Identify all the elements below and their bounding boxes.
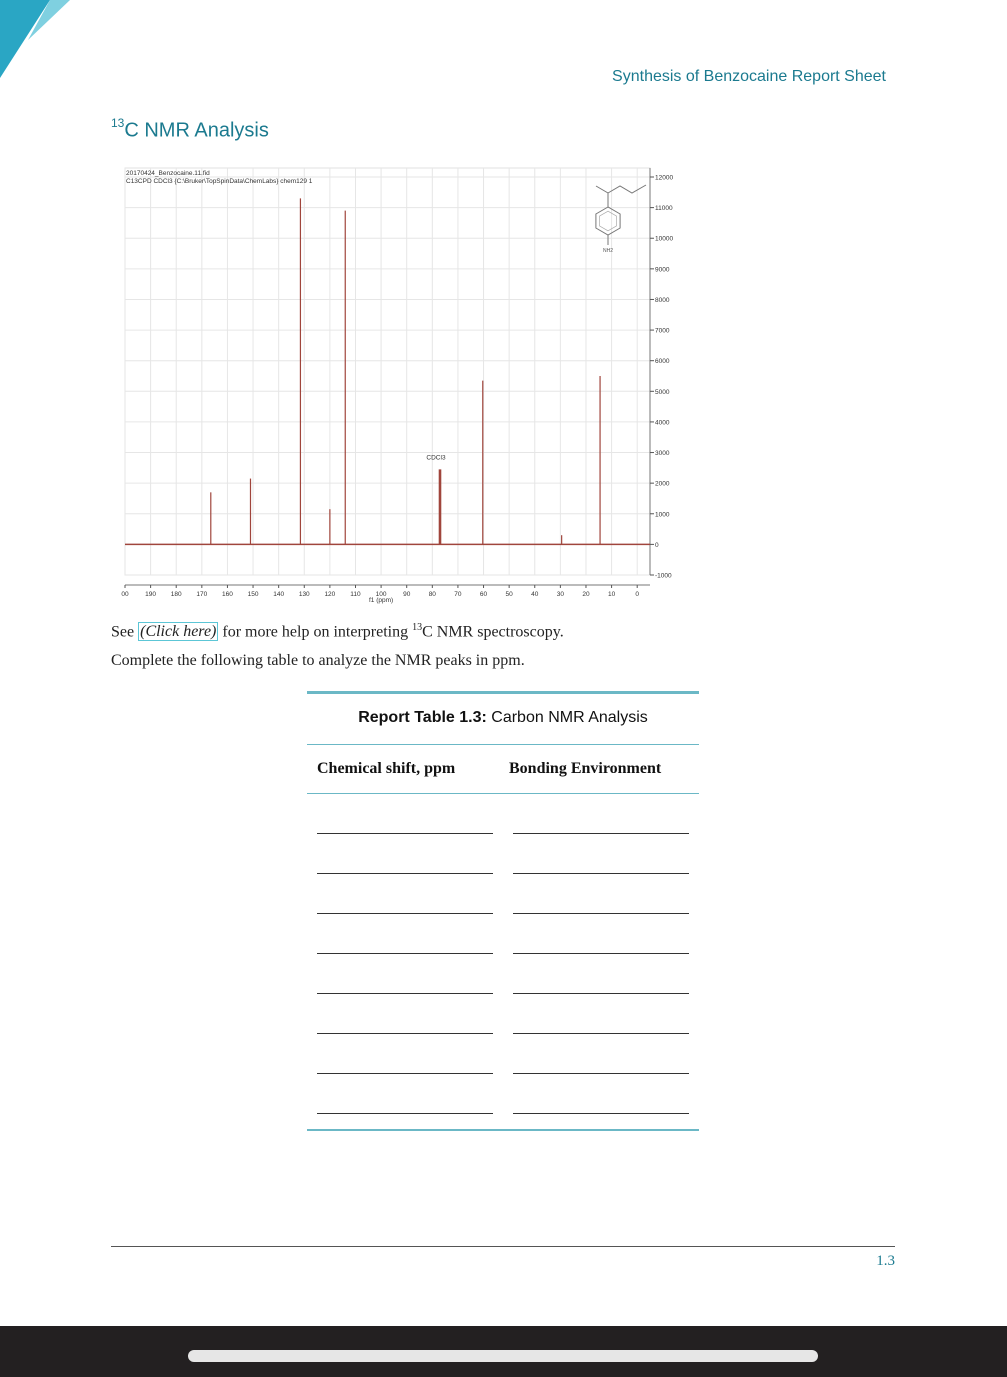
- x-tick-label: 00: [121, 591, 129, 598]
- y-tick-label: 11000: [655, 205, 673, 213]
- x-tick-label: 190: [145, 591, 157, 598]
- x-tick-label: 100: [375, 591, 387, 598]
- y-tick-label: 6000: [655, 358, 670, 366]
- x-tick-label: 10: [607, 591, 616, 598]
- table-bottom-rule: [307, 1129, 699, 1131]
- y-tick-label: 12000: [655, 174, 674, 182]
- section-title-text: C NMR Analysis: [124, 119, 269, 142]
- page-number: 1.3: [876, 1253, 895, 1269]
- help-superscript: 13: [412, 622, 423, 633]
- x-tick-label: 90: [403, 591, 411, 598]
- y-tick-label: 10000: [655, 235, 674, 243]
- y-tick-label: 4000: [655, 419, 670, 427]
- table-body: [307, 794, 699, 1114]
- y-tick-label: 0: [655, 541, 659, 549]
- table-caption-text: Carbon NMR Analysis: [486, 709, 648, 726]
- y-tick-label: 1000: [655, 511, 670, 519]
- x-tick-label: 50: [505, 591, 513, 598]
- x-tick-label: 30: [556, 591, 564, 598]
- x-tick-label: 110: [350, 591, 361, 598]
- x-tick-label: 80: [428, 591, 436, 598]
- x-axis-label: f1 (ppm): [368, 597, 394, 604]
- table-row: [307, 1034, 699, 1074]
- instruction-text: Complete the following table to analyze the NMR peaks in ppm.: [111, 652, 525, 669]
- section-title: [111, 118, 269, 143]
- column-header-chemical-shift: Chemical shift, ppm: [317, 760, 456, 777]
- peak-label: CDCl3: [426, 454, 446, 462]
- table-caption: [307, 694, 699, 745]
- horizontal-scrollbar[interactable]: [188, 1350, 818, 1362]
- section-title-superscript: 13: [111, 116, 125, 130]
- x-tick-label: 120: [324, 591, 336, 598]
- y-tick-label: 8000: [655, 296, 670, 304]
- chemical-shift-blank[interactable]: [317, 1113, 493, 1114]
- x-tick-label: 0: [635, 591, 640, 598]
- table-row: [307, 794, 699, 834]
- x-tick-label: 40: [531, 591, 539, 598]
- table-row: [307, 874, 699, 914]
- table-row: [307, 914, 699, 954]
- y-tick-label: 2000: [655, 480, 670, 488]
- help-suffix-a: for more help on interpreting: [218, 623, 413, 641]
- corner-decoration: [0, 0, 80, 80]
- x-tick-label: 20: [582, 591, 590, 598]
- x-tick-label: 150: [247, 591, 259, 598]
- y-tick-label: 9000: [655, 266, 670, 274]
- footer-rule: [111, 1246, 895, 1247]
- nmr-spectrum-figure: [118, 165, 682, 605]
- help-prefix: See: [111, 623, 139, 641]
- chart-title-line2: C13CPD CDCl3 {C:\Bruker\TopSpinData\ChemLabs} chem129 1: [126, 178, 313, 185]
- column-header-bonding-environment: Bonding Environment: [509, 760, 662, 777]
- y-tick-label: -1000: [655, 572, 672, 580]
- y-tick-label: 5000: [655, 388, 670, 396]
- x-tick-label: 70: [454, 591, 462, 598]
- report-table: [307, 691, 699, 1131]
- bonding-environment-blank[interactable]: [513, 1113, 689, 1114]
- amine-label: NH2: [602, 248, 614, 254]
- x-tick-label: 160: [222, 591, 233, 598]
- table-row: [307, 994, 699, 1034]
- x-tick-label: 140: [273, 591, 285, 598]
- click-here-link[interactable]: (Click here): [140, 623, 217, 641]
- x-tick-label: 170: [196, 591, 208, 598]
- y-tick-label: 7000: [655, 327, 670, 335]
- table-row: [307, 834, 699, 874]
- y-tick-label: 3000: [655, 450, 670, 458]
- chart-title-line1: 20170424_Benzocaine.11.fid: [126, 170, 210, 177]
- x-tick-label: 130: [298, 591, 310, 598]
- nmr-spectrum-chart: [118, 165, 682, 605]
- running-header: Synthesis of Benzocaine Report Sheet: [612, 68, 886, 85]
- table-row: [307, 954, 699, 994]
- table-header-row: [307, 745, 699, 794]
- help-suffix-b: C NMR spectroscopy.: [422, 623, 564, 641]
- help-paragraph: [111, 622, 564, 641]
- x-tick-label: 180: [170, 591, 182, 598]
- x-tick-label: 60: [479, 591, 488, 598]
- table-caption-label: Report Table 1.3:: [358, 709, 487, 726]
- table-row: [307, 1074, 699, 1114]
